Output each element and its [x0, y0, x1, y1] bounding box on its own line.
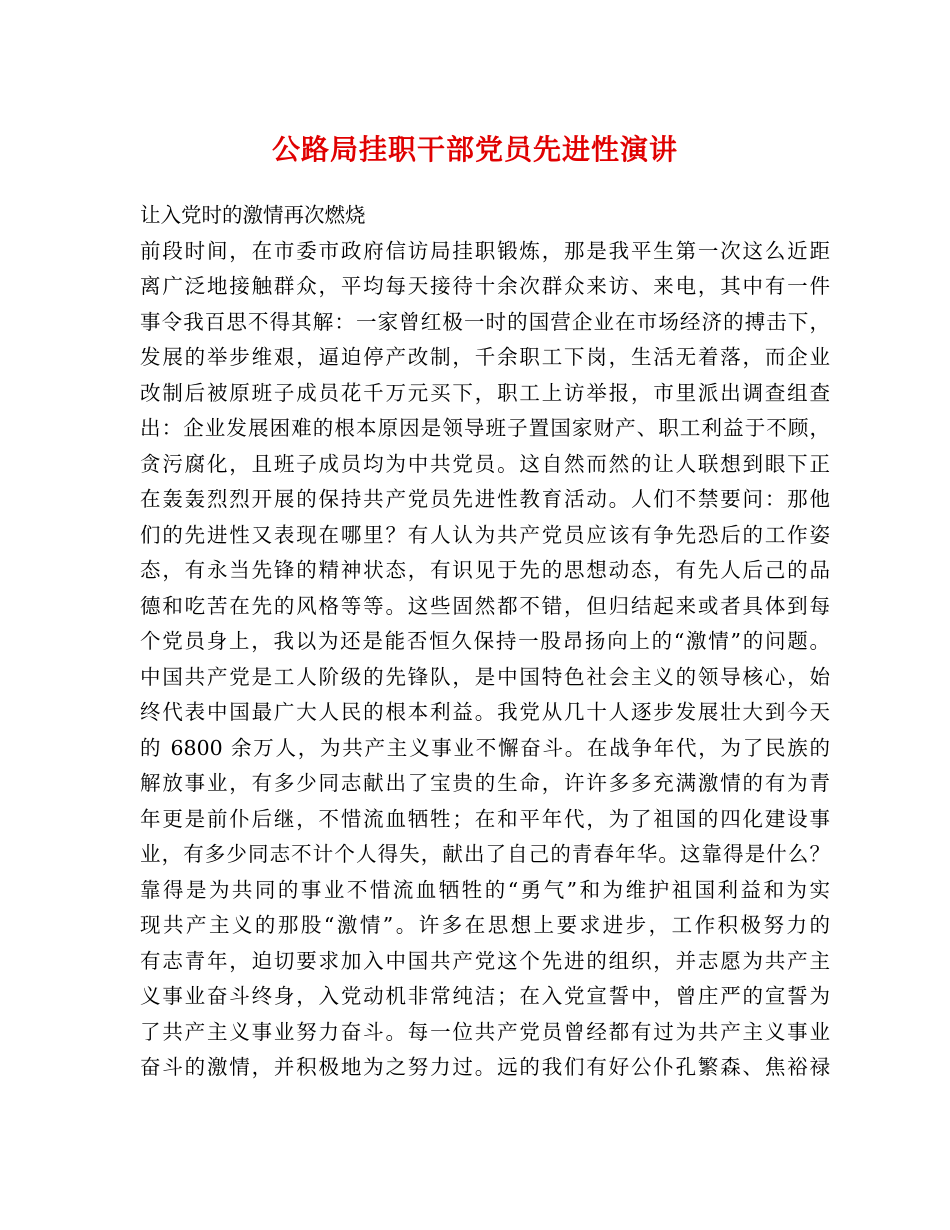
- paragraph-line: 终代表中国最广大人民的根本利益。我党从几十人逐步发展壮大到今天: [140, 700, 830, 724]
- paragraph-line: 贪污腐化，且班子成员均为中共党员。这自然而然的让人联想到眼下正: [140, 451, 830, 476]
- paragraph-line: 改制后被原班子成员花千万元买下，职工上访举报，市里派出调查组查: [140, 380, 830, 405]
- paragraph-line: 现共产主义的那股“激情”。许多在思想上要求进步，工作积极努力的: [140, 913, 830, 937]
- paragraph-line: 离广泛地接触群众，平均每天接待十余次群众来访、来电，其中有一件: [140, 274, 830, 298]
- paragraph-line: 出：企业发展困难的根本原因是领导班子置国家财产、职工利益于不顾，: [140, 416, 830, 440]
- paragraph-line: 奋斗的激情，并积极地为之努力过。远的我们有好公仆孔繁森、焦裕禄: [140, 1055, 830, 1079]
- paragraph-line: 发展的举步维艰，逼迫停产改制，千余职工下岗，生活无着落，而企业: [140, 345, 830, 369]
- paragraph-line: 解放事业，有多少同志献出了宝贵的生命，许许多多充满激情的有为青: [140, 771, 830, 795]
- paragraph-line: 态，有永当先锋的精神状态，有识见于先的思想动态，有先人后己的品: [140, 558, 830, 582]
- document-body: [140, 198, 830, 1086]
- paragraph-line: 个党员身上，我以为还是能否恒久保持一股昂扬向上的“激情”的问题。: [140, 629, 830, 653]
- paragraph-line: 中国共产党是工人阶级的先锋队，是中国特色社会主义的领导核心，始: [140, 664, 830, 689]
- paragraph-line: 年更是前仆后继，不惜流血牺牲；在和平年代，为了祖国的四化建设事: [140, 806, 830, 831]
- paragraph-line: 的 6800 余万人，为共产主义事业不懈奋斗。在战争年代，为了民族的: [140, 735, 830, 760]
- paragraph-line: 前段时间，在市委市政府信访局挂职锻炼，那是我平生第一次这么近距: [140, 238, 830, 263]
- paragraph-line: 业，有多少同志不计个人得失，献出了自己的青春年华。这靠得是什么？: [140, 842, 830, 866]
- paragraph-line: 们的先进性又表现在哪里？有人认为共产党员应该有争先恐后的工作姿: [140, 522, 830, 547]
- paragraph-line: 靠得是为共同的事业不惜流血牺牲的“勇气”和为维护祖国利益和为实: [140, 877, 830, 902]
- paragraph-line: 事令我百思不得其解：一家曾红极一时的国营企业在市场经济的搏击下，: [140, 309, 830, 334]
- paragraph-line: 义事业奋斗终身，入党动机非常纯洁；在入党宣誓中，曾庄严的宣誓为: [140, 984, 830, 1008]
- paragraph-line: 了共产主义事业努力奋斗。每一位共产党员曾经都有过为共产主义事业: [140, 1019, 830, 1044]
- paragraph-line: 德和吃苦在先的风格等等。这些固然都不错，但归结起来或者具体到每: [140, 593, 830, 618]
- document-title: 公路局挂职干部党员先进性演讲: [271, 133, 678, 166]
- document-subtitle: 让入党时的激情再次燃烧: [140, 203, 366, 227]
- paragraph-line: 在轰轰烈烈开展的保持共产党员先进性教育活动。人们不禁要问：那他: [140, 487, 830, 511]
- paragraph-line: 有志青年，迫切要求加入中国共产党这个先进的组织，并志愿为共产主: [140, 948, 830, 973]
